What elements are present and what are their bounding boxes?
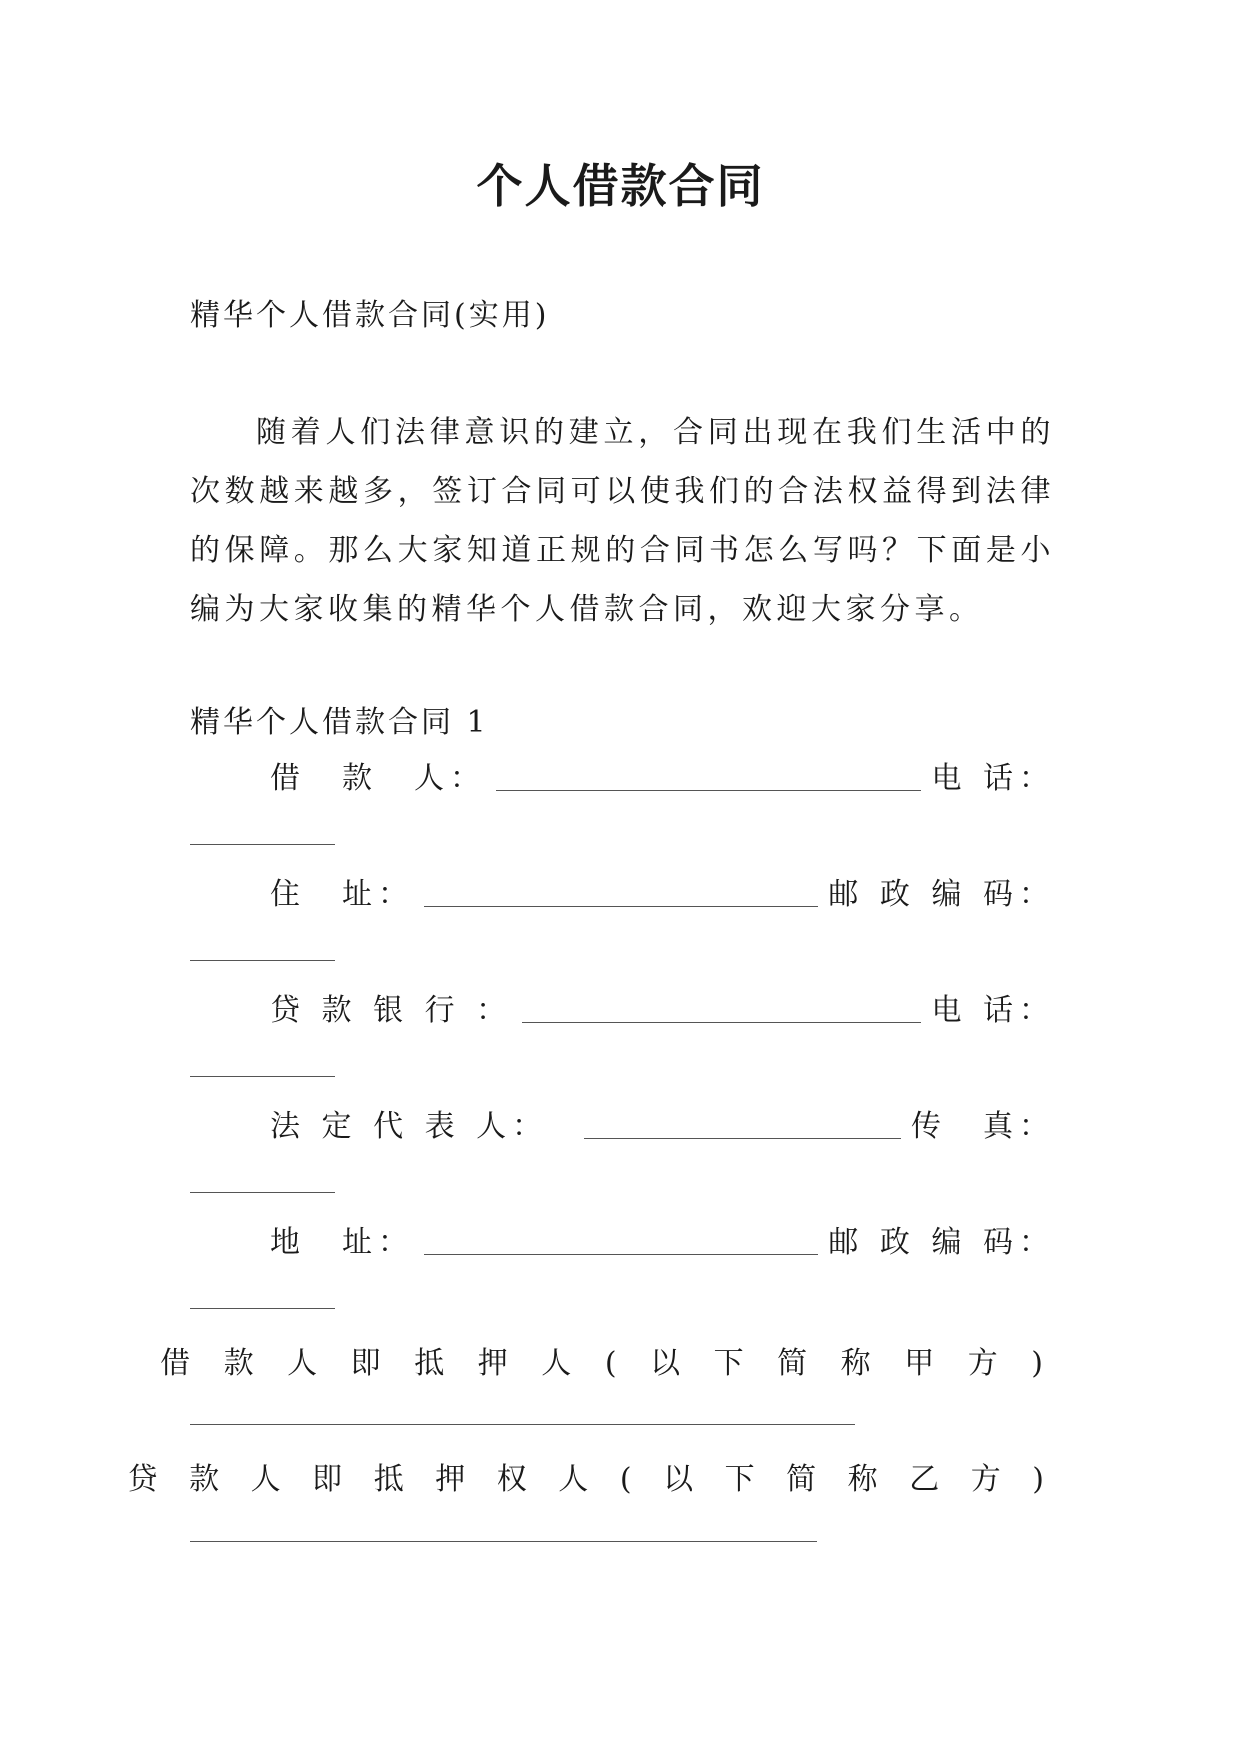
address-label: 住 址： bbox=[270, 877, 414, 912]
borrower-row bbox=[270, 757, 1055, 797]
bank-postcode-blank[interactable] bbox=[190, 1307, 335, 1309]
party-b-line: 贷 款 人 即 抵 押 权 人 ( 以 下 简 称 乙 方 ) bbox=[127, 1462, 1055, 1497]
section-title: 精华个人借款合同 1 bbox=[190, 705, 489, 740]
bank-phone-label: 电 话： bbox=[931, 993, 1055, 1028]
phone-blank[interactable] bbox=[190, 843, 335, 845]
party-a-line: 借 款 人 即 抵 押 人 ( 以 下 简 称 甲 方 ) bbox=[160, 1346, 1055, 1381]
intro-paragraph: 随着人们法律意识的建立，合同出现在我们生活中的次数越来越多，签订合同可以使我们的合法权益得到法律的保障。那么大家知道正规的合同书怎么写吗？下面是小编为大家收集的精华个人借款合同，欢迎大家分享。 bbox=[190, 415, 1055, 627]
bank-postcode-label: 邮 政 编 码： bbox=[828, 1225, 1055, 1260]
bank-label: 贷 款 银 行 ： bbox=[270, 993, 513, 1028]
legal-rep-blank[interactable] bbox=[584, 1114, 901, 1139]
postcode-blank[interactable] bbox=[190, 959, 335, 961]
borrower-label: 借 款 人： bbox=[270, 761, 486, 796]
bank-address-row bbox=[270, 1221, 1055, 1261]
party-b-blank[interactable] bbox=[190, 1540, 817, 1542]
bank-blank[interactable] bbox=[522, 998, 921, 1023]
party-a-blank[interactable] bbox=[190, 1423, 855, 1425]
bank-row bbox=[270, 989, 1055, 1029]
borrower-blank[interactable] bbox=[496, 766, 921, 791]
legal-rep-row bbox=[270, 1105, 1055, 1145]
document-subtitle: 精华个人借款合同(实用) bbox=[190, 298, 550, 333]
bank-address-blank[interactable] bbox=[424, 1230, 818, 1255]
document-title: 个人借款合同 bbox=[476, 159, 765, 213]
fax-label: 传 真： bbox=[911, 1109, 1055, 1144]
legal-rep-label: 法 定 代 表 人： bbox=[270, 1109, 549, 1144]
phone-label: 电 话： bbox=[931, 761, 1055, 796]
address-blank[interactable] bbox=[424, 882, 818, 907]
bank-phone-blank[interactable] bbox=[190, 1075, 335, 1077]
postcode-label: 邮 政 编 码： bbox=[828, 877, 1055, 912]
fax-blank[interactable] bbox=[190, 1191, 335, 1193]
bank-address-label: 地 址： bbox=[270, 1225, 414, 1260]
address-row bbox=[270, 873, 1055, 913]
